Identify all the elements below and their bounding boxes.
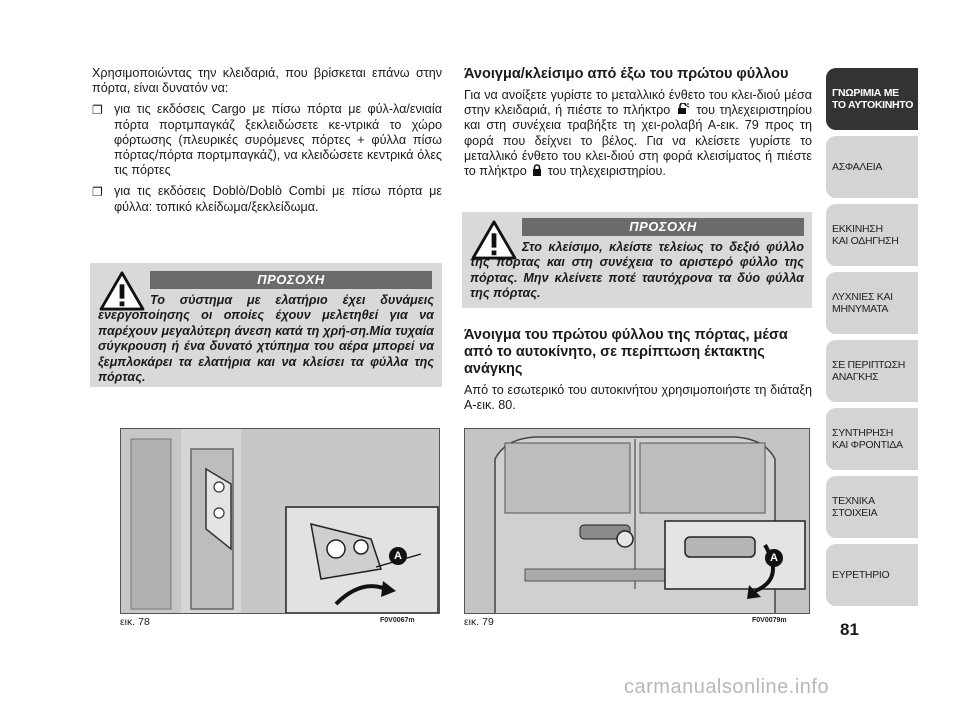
section-paragraph-outside	[464, 88, 812, 179]
warning-box-closing	[462, 212, 812, 308]
tab-label: ΓΝΩΡΙΜΙΑ ΜΕ	[832, 87, 899, 99]
left-intro: Χρησιμοποιώντας την κλειδαριά, που βρίσκεται επάνω στην πόρτα, είναι δυνατόν να:	[92, 66, 442, 96]
warning-box-spring	[90, 263, 442, 387]
tab-label: ΛΥΧΝΙΕΣ ΚΑΙ	[832, 291, 893, 303]
sidebar-tab-maintenance[interactable]	[826, 408, 918, 470]
rear-door-illustration	[465, 429, 810, 614]
warning-label: ΠΡΟΣΟΧΗ	[150, 271, 432, 289]
warning-label: ΠΡΟΣΟΧΗ	[522, 218, 804, 236]
figure-78-image	[120, 428, 440, 614]
middle-column	[464, 66, 812, 179]
emergency-section	[464, 327, 812, 413]
tab-label: ΑΝΑΓΚΗΣ	[832, 371, 879, 383]
checkbox-bullet-icon: ❐	[92, 103, 103, 118]
tab-label: ΣΕ ΠΕΡΙΠΤΩΣΗ	[832, 359, 906, 371]
sidebar-tab-lights-messages[interactable]	[826, 272, 918, 334]
tab-label: ΚΑΙ ΟΔΗΓΗΣΗ	[832, 235, 899, 247]
page-number: 81	[840, 620, 859, 639]
callout-a-badge: A	[389, 547, 407, 565]
section-heading-emergency: Άνοιγμα του πρώτου φύλλου της πόρτας, μέσα από το αυτοκίνητο, σε περίπτωση έκτακτης ανάγκης	[464, 327, 788, 377]
tab-label: ΑΣΦΑΛΕΙΑ	[832, 161, 883, 173]
callout-a-badge: A	[765, 549, 783, 567]
warning-text: Το σύστημα με ελατήριο έχει δυνάμεις ενεργοποίησης οι οποίες έχουν μελετηθεί για να παρέχουν μεγαλύτερη άνεση κατά τη χρή-ση.Μία τυχαία σύγκρουση ή ένα δυνατό χτύπημα του αέρα μπορεί να ξεμπλοκάρει τα ελατήρια και να κλείσει τα φύλλα της πόρτας.	[98, 293, 434, 385]
tab-label: ΣΥΝΤΗΡΗΣΗ	[832, 427, 894, 439]
sidebar-tab-safety[interactable]	[826, 136, 918, 198]
figure-79-code: F0V0079m	[752, 617, 787, 624]
figure-79-caption: εικ. 79	[464, 616, 494, 628]
bullet-text: για τις εκδόσεις Cargo με πίσω πόρτα με φύλ-λα/ενιαία πόρτα πορτμπαγκάζ ξεκλειδώσετε κε-ντρικά το χώρο φόρτωσης (πλευρικές συρόμενες πόρτες + φύλλα πίσω πόρτας/πόρτα πορτμπαγκάζ), να κλειδώσετε κεντρικά όλες τις πόρτες	[114, 102, 442, 178]
watermark-text: carmanualsonline.info	[624, 676, 830, 698]
paragraph-part: του τηλεχειριστηρίου.	[547, 164, 666, 179]
paragraph-part: Για να ανοίξετε γυρίστε το μεταλλικό ένθετο του κλει-διού μέσα στην κλειδαριά, ή πιέστε το πλήκτρο	[464, 88, 812, 118]
figure-78-code: F0V0067m	[380, 617, 415, 624]
list-item	[92, 184, 442, 214]
warning-text: Στο κλείσιμο, κλείστε τελείως το δεξιό φύλλο της πόρτας και στη συνέχεια το αριστερό φύλλο της πόρτας. Μην κλείνετε ποτέ ταυτόχρονα τα δύο φύλλα της πόρτας.	[470, 240, 804, 301]
figure-79-image	[464, 428, 810, 614]
bullet-text: για τις εκδόσεις Doblò/Doblò Combi με πίσω πόρτα με φύλλα: τοπικό κλείδωμα/ξεκλείδωμα.	[114, 184, 442, 214]
section-heading-outside: Άνοιγμα/κλείσιμο από έξω του πρώτου φύλλου	[464, 66, 789, 82]
left-column	[92, 66, 442, 221]
sidebar-tab-index[interactable]	[826, 544, 918, 606]
chapter-sidebar	[826, 68, 918, 612]
sidebar-tab-technical-data[interactable]	[826, 476, 918, 538]
remote-unlock-icon	[677, 103, 690, 115]
sidebar-tab-vehicle-intro[interactable]	[826, 68, 918, 130]
door-hinge-illustration	[121, 429, 440, 614]
tab-label: ΣΤΟΙΧΕΙΑ	[832, 507, 878, 519]
tab-label: ΤΟ ΑΥΤΟΚΙΝΗΤΟ	[832, 99, 914, 111]
remote-lock-icon	[532, 164, 542, 176]
left-bullet-list	[92, 102, 442, 214]
tab-label: ΜΗΝΥΜΑΤΑ	[832, 303, 889, 315]
checkbox-bullet-icon: ❐	[92, 185, 103, 200]
tab-label: ΕΥΡΕΤΗΡΙΟ	[832, 569, 890, 581]
figure-78-caption: εικ. 78	[120, 616, 150, 628]
list-item	[92, 102, 442, 178]
section-paragraph-emergency: Από το εσωτερικό του αυτοκινήτου χρησιμοποιήστε τη διάταξη Α-εικ. 80.	[464, 383, 812, 413]
sidebar-tab-emergency[interactable]	[826, 340, 918, 402]
tab-label: ΤΕΧΝΙΚΑ	[832, 495, 875, 507]
tab-label: ΕΚΚΙΝΗΣΗ	[832, 223, 883, 235]
paragraph-part: του τηλεχειριστηρίου και στη συνέχεια τραβήξτε τη χει-ρολαβή Α-εικ. 79 προς τη φορά που δείχνει το βέλος. Για να κλείσετε γυρίστε το μεταλλικό ένθετο του κλει-διού στη φορά κλεισίματος ή πιέστε το πλήκτρο	[464, 103, 813, 179]
tab-label: ΚΑΙ ΦΡΟΝΤΙΔΑ	[832, 439, 903, 451]
sidebar-tab-starting-driving[interactable]	[826, 204, 918, 266]
